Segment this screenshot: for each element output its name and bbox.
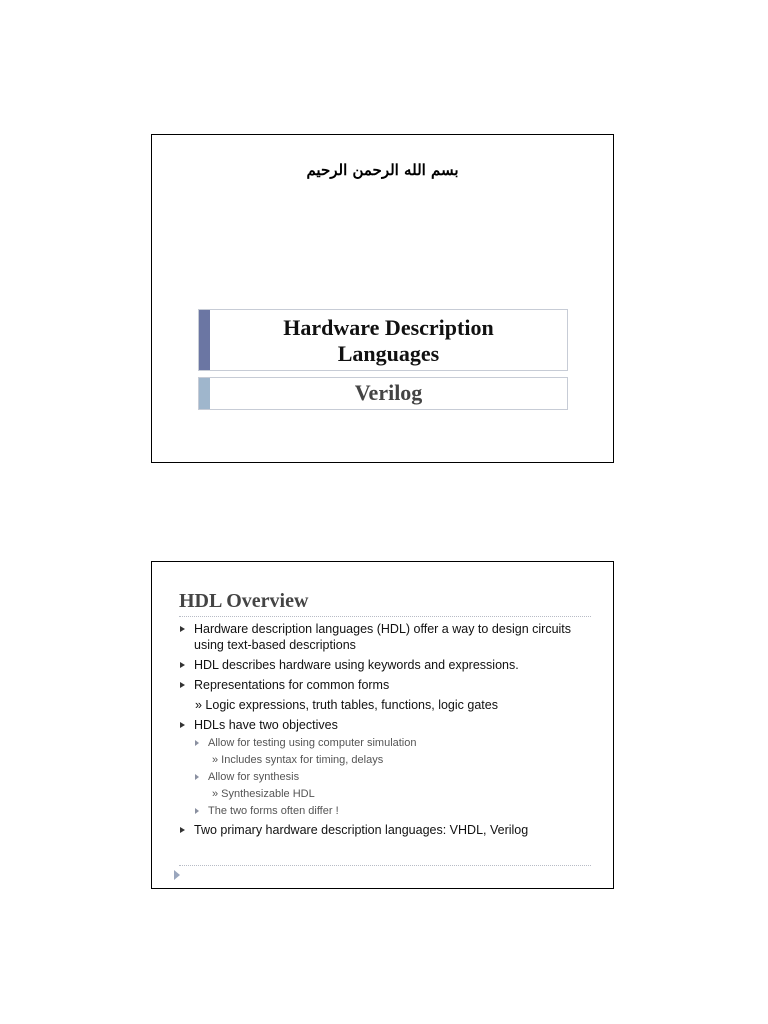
slide-subtitle: Verilog — [354, 380, 423, 405]
bullet-triangle-icon — [180, 827, 185, 833]
bullet-item — [179, 822, 599, 838]
slide-2 — [151, 561, 614, 889]
bullet-text-continued: using text-based descriptions — [194, 638, 356, 652]
bullet-triangle-icon — [180, 626, 185, 632]
title-divider — [179, 616, 591, 617]
sub-bullet-item — [179, 804, 599, 818]
footer-divider — [179, 865, 591, 866]
subtitle-accent-bar — [199, 378, 210, 409]
sub-bullet-item: » Logic expressions, truth tables, functions, logic gates — [195, 698, 498, 712]
sub-bullet-item — [179, 770, 599, 784]
bullet-text: Representations for common forms — [194, 678, 390, 692]
bullet-triangle-icon — [195, 740, 199, 746]
bullet-triangle-icon — [195, 774, 199, 780]
title-box — [198, 309, 568, 371]
bullet-list — [179, 621, 599, 842]
bullet-item — [179, 621, 599, 653]
title-line-2: Languages — [337, 341, 440, 366]
bullet-text: HDL describes hardware using keywords and expressions. — [194, 658, 519, 672]
title-accent-bar — [199, 310, 210, 370]
bullet-triangle-icon — [180, 722, 185, 728]
slide-corner-arrow-icon — [174, 870, 180, 880]
bullet-triangle-icon — [195, 808, 199, 814]
title-line-1: Hardware Description — [283, 315, 494, 340]
slide-1 — [151, 134, 614, 463]
bullet-text: Allow for testing using computer simulation — [208, 737, 417, 749]
sub-bullet-item — [179, 736, 599, 750]
bullet-item — [179, 717, 599, 733]
bullet-triangle-icon — [180, 662, 185, 668]
bullet-text: Two primary hardware description languages: VHDL, Verilog — [194, 823, 529, 837]
sub-sub-bullet-item: » Includes syntax for timing, delays — [212, 754, 384, 766]
bullet-text: Allow for synthesis — [208, 771, 300, 783]
bullet-text: HDLs have two objectives — [194, 718, 338, 732]
slide-title — [210, 315, 567, 367]
bullet-text: Hardware description languages (HDL) offer a way to design circuits — [194, 622, 572, 636]
bullet-item — [179, 657, 599, 673]
subtitle-box — [198, 377, 568, 410]
bullet-triangle-icon — [180, 682, 185, 688]
bismillah-text: بسم الله الرحمن الرحيم — [306, 161, 459, 179]
slide-2-title: HDL Overview — [179, 590, 309, 612]
sub-sub-bullet-item: » Synthesizable HDL — [212, 788, 315, 800]
bullet-text: The two forms often differ ! — [208, 805, 339, 817]
bullet-item — [179, 677, 599, 693]
